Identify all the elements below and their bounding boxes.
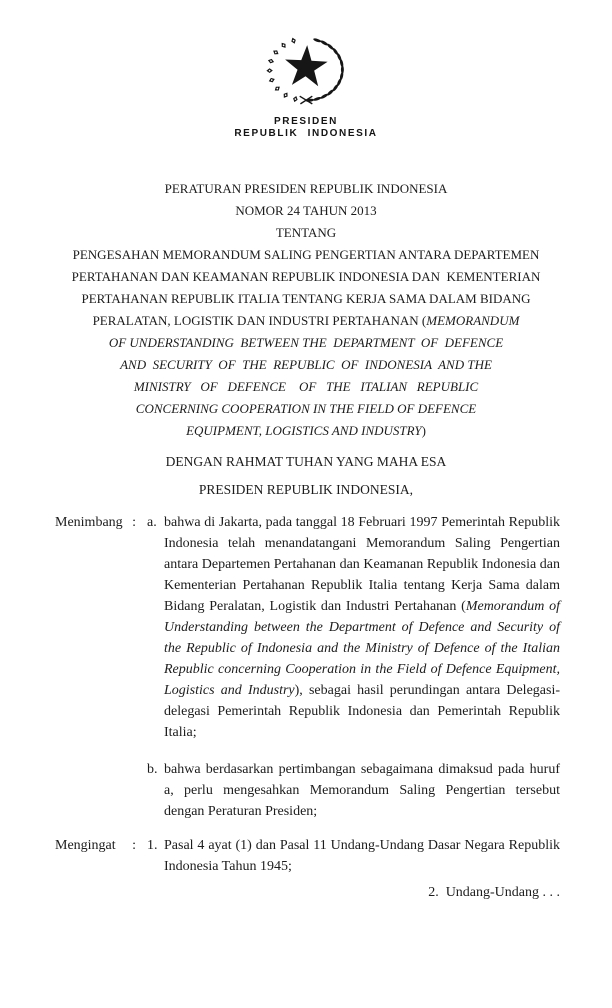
mengingat-label — [55, 835, 136, 856]
text-segment: PERTAHANAN DAN KEAMANAN REPUBLIK INDONESIA DAN KEMENTERIAN — [71, 269, 541, 284]
title-line — [0, 266, 612, 288]
menimbang-section — [55, 512, 560, 822]
italic-text-segment: EQUIPMENT, LOGISTICS AND INDUSTRY — [186, 423, 422, 438]
document-header — [0, 0, 612, 140]
italic-text-segment: OF UNDERSTANDING BETWEEN THE DEPARTMENT OF DEFENCE — [108, 335, 504, 350]
title-line — [0, 178, 612, 200]
text-segment: ), sebagai hasil perundingan antara Delegasi-delegasi Pemerintah Republik Indonesia dan Pemerintah Republik Italia; — [164, 683, 560, 740]
item-marker: b. — [147, 762, 158, 777]
agency-name-line1: PRESIDEN — [274, 116, 338, 127]
page-catchword: 2. Undang-Undang . . . — [428, 885, 560, 900]
text-segment: bahwa berdasarkan pertimbangan sebagaimana dimaksud pada huruf a, perlu mengesahkan Memorandum Saling Pengertian tersebut dengan Peraturan Presiden; — [164, 762, 560, 819]
clause-body — [147, 512, 560, 822]
title-line — [0, 200, 612, 222]
clause-label-colon: : — [132, 838, 136, 853]
text-segment: PERALATAN, LOGISTIK DAN INDUSTRI PERTAHANAN ( — [92, 313, 427, 328]
regulation-title-block — [0, 178, 612, 442]
invocation-line: DENGAN RAHMAT TUHAN YANG MAHA ESA — [165, 454, 447, 469]
presidential-star-emblem-icon — [264, 36, 348, 106]
text-segment: bahwa di Jakarta, pada tanggal 18 Februari 1997 Pemerintah Republik Indonesia telah menandatangani Memorandum Saling Pengertian antara Departemen Pertahanan dan Keamanan Republik Indonesia dan Kementerian Pertahanan Republik Italia tentang Kerja Sama dalam Bidang Peralatan, Logistik dan Industri Pertahanan ( — [164, 515, 560, 614]
title-line — [0, 222, 612, 244]
item-text — [164, 835, 560, 877]
clause-body — [147, 835, 560, 877]
text-segment: PERATURAN PRESIDEN REPUBLIK INDONESIA — [164, 181, 448, 196]
italic-text-segment: CONCERNING COOPERATION IN THE FIELD OF DEFENCE — [135, 401, 477, 416]
italic-text-segment: MEMORANDUM — [426, 313, 520, 328]
text-segment: NOMOR 24 TAHUN 2013 — [235, 203, 377, 218]
italic-text-segment: AND SECURITY OF THE REPUBLIC OF INDONESIA AND THE — [120, 357, 492, 372]
title-line — [0, 376, 612, 398]
title-line — [0, 354, 612, 376]
italic-text-segment: MINISTRY OF DEFENCE OF THE ITALIAN REPUBLIC — [133, 379, 479, 394]
text-segment: ) — [421, 423, 426, 438]
item-text — [164, 512, 560, 743]
title-line — [0, 332, 612, 354]
agency-name-line2: REPUBLIK INDONESIA — [234, 128, 378, 139]
title-line — [0, 420, 612, 442]
clause-item-1 — [147, 835, 560, 877]
clauses-block — [55, 512, 560, 877]
clause-label-word: Menimbang — [55, 515, 123, 530]
item-text — [164, 759, 560, 822]
text-segment: PERTAHANAN REPUBLIK ITALIA TENTANG KERJA SAMA DALAM BIDANG — [81, 291, 531, 306]
item-marker: a. — [147, 515, 157, 530]
italic-text-segment: Memorandum of Understanding between the Department of Defence and Security of the Republic of Indonesia and the Ministry of Defence of the Italian Republic concerning Cooperation in the Field of Defence Equipment, Logistics and Industry — [164, 599, 560, 698]
title-line — [0, 244, 612, 266]
clause-item-b — [147, 759, 560, 822]
title-line — [0, 398, 612, 420]
agency-name — [0, 116, 612, 140]
preamble-block — [0, 448, 612, 504]
title-line — [0, 288, 612, 310]
enacting-authority-line: PRESIDEN REPUBLIK INDONESIA, — [198, 482, 414, 497]
menimbang-label — [55, 512, 136, 533]
clause-label-colon: : — [132, 515, 136, 530]
text-segment: TENTANG — [275, 225, 337, 240]
clause-label-word: Mengingat — [55, 838, 116, 853]
title-line — [0, 310, 612, 332]
wreath-left-branch — [266, 37, 298, 103]
mengingat-section — [55, 835, 560, 877]
text-segment: Pasal 4 ayat (1) dan Pasal 11 Undang-Undang Dasar Negara Republik Indonesia Tahun 1945; — [164, 838, 560, 874]
clause-item-a — [147, 512, 560, 743]
text-segment: PENGESAHAN MEMORANDUM SALING PENGERTIAN ANTARA DEPARTEMEN — [72, 247, 540, 262]
item-marker: 1. — [147, 838, 158, 853]
